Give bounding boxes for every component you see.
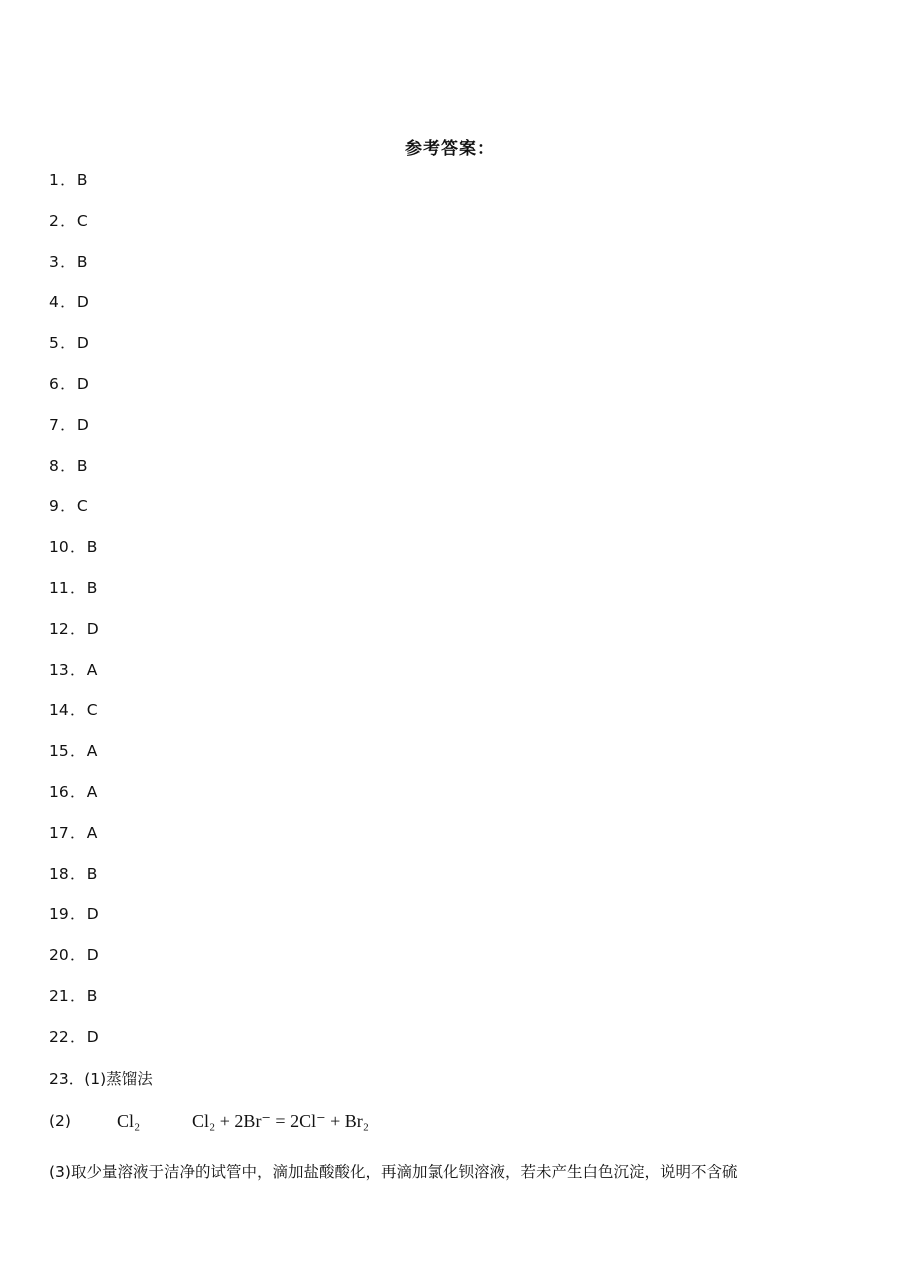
question-number: 7 [49, 415, 59, 434]
answer-choice: B [86, 986, 98, 1005]
question-number: 18 [49, 864, 69, 883]
answer-item: 9．C [49, 497, 88, 516]
q23-part2-line [49, 1111, 370, 1131]
question-number: 16 [49, 782, 69, 801]
answer-choice: B [86, 538, 98, 557]
answer-choice: D [86, 946, 99, 965]
answer-choice: D [76, 293, 89, 312]
answer-item: 16．A [49, 782, 98, 801]
question-number: 10 [49, 538, 69, 557]
page-title: 参考答案： [405, 139, 495, 159]
answer-item: 13．A [49, 660, 98, 679]
answer-list [49, 169, 99, 1067]
answer-choice: D [76, 374, 89, 393]
answer-choice: D [76, 334, 89, 353]
q23-part2-label: (2) [49, 1112, 71, 1130]
question-number: 14 [49, 701, 69, 720]
question-number: 4 [49, 293, 59, 312]
answer-item: 19．D [49, 905, 99, 924]
question-number: 2 [49, 211, 59, 230]
answer-item: 10．B [49, 538, 98, 557]
answer-item: 11．B [49, 578, 98, 597]
answer-choice: B [76, 252, 88, 271]
answer-item: 12．D [49, 619, 99, 638]
answer-choice: A [86, 823, 98, 842]
q23-part2-answer1: Cl₂ [117, 1111, 141, 1131]
answer-item: 20．D [49, 946, 99, 965]
question-number: 13 [49, 660, 69, 679]
answer-item: 6．D [49, 374, 89, 393]
q23-part1: (1)蒸馏法 [84, 1070, 153, 1088]
answer-item: 14．C [49, 701, 98, 720]
question-number: 6 [49, 374, 59, 393]
answer-item: 5．D [49, 334, 89, 353]
question-number: 11 [49, 578, 69, 597]
answer-choice: B [76, 171, 88, 189]
answer-item: 1．B [49, 171, 88, 189]
question-number: 9 [49, 497, 59, 516]
answer-choice: B [86, 864, 98, 883]
answer-choice: A [86, 782, 98, 801]
answer-choice: B [86, 578, 98, 597]
answer-item: 21．B [49, 986, 98, 1005]
question-number: 15 [49, 742, 69, 761]
answer-item: 3．B [49, 252, 88, 271]
answer-item: 22．D [49, 1027, 99, 1046]
question-number: 21 [49, 986, 69, 1005]
question-number: 1 [49, 171, 59, 189]
question-number: 20 [49, 946, 69, 965]
answer-choice: D [86, 1027, 99, 1046]
q23-part3-line: (3)取少量溶液于洁净的试管中，滴加盐酸酸化，再滴加氯化钡溶液，若未产生白色沉淀，说明不含硫 [49, 1163, 738, 1181]
question-number: 17 [49, 823, 69, 842]
answer-item: 15．A [49, 742, 98, 761]
answer-item: 18．B [49, 864, 98, 883]
question-number: 19 [49, 905, 69, 924]
answer-item: 8．B [49, 456, 88, 475]
answer-choice: B [76, 456, 88, 475]
answer-item: 7．D [49, 415, 89, 434]
answer-item: 2．C [49, 211, 88, 230]
answer-choice: D [86, 619, 99, 638]
answer-choice: C [86, 701, 98, 720]
question-number: 12 [49, 619, 69, 638]
q23-part2-answer2: Cl₂ + 2Br⁻ = 2Cl⁻ + Br₂ [192, 1111, 370, 1131]
question-number: 22 [49, 1027, 69, 1046]
answer-choice: D [86, 905, 99, 924]
answer-choice: D [76, 415, 89, 434]
q23-part1-line [49, 1067, 153, 1089]
answer-item: 17．A [49, 823, 98, 842]
question-number: 3 [49, 252, 59, 271]
answer-choice: A [86, 742, 98, 761]
question-number: 8 [49, 456, 59, 475]
answer-choice: C [76, 497, 88, 516]
answer-item: 4．D [49, 293, 89, 312]
question-number: 5 [49, 334, 59, 353]
answer-choice: C [76, 211, 88, 230]
answer-choice: A [86, 660, 98, 679]
q23-number: 23． [49, 1070, 85, 1088]
